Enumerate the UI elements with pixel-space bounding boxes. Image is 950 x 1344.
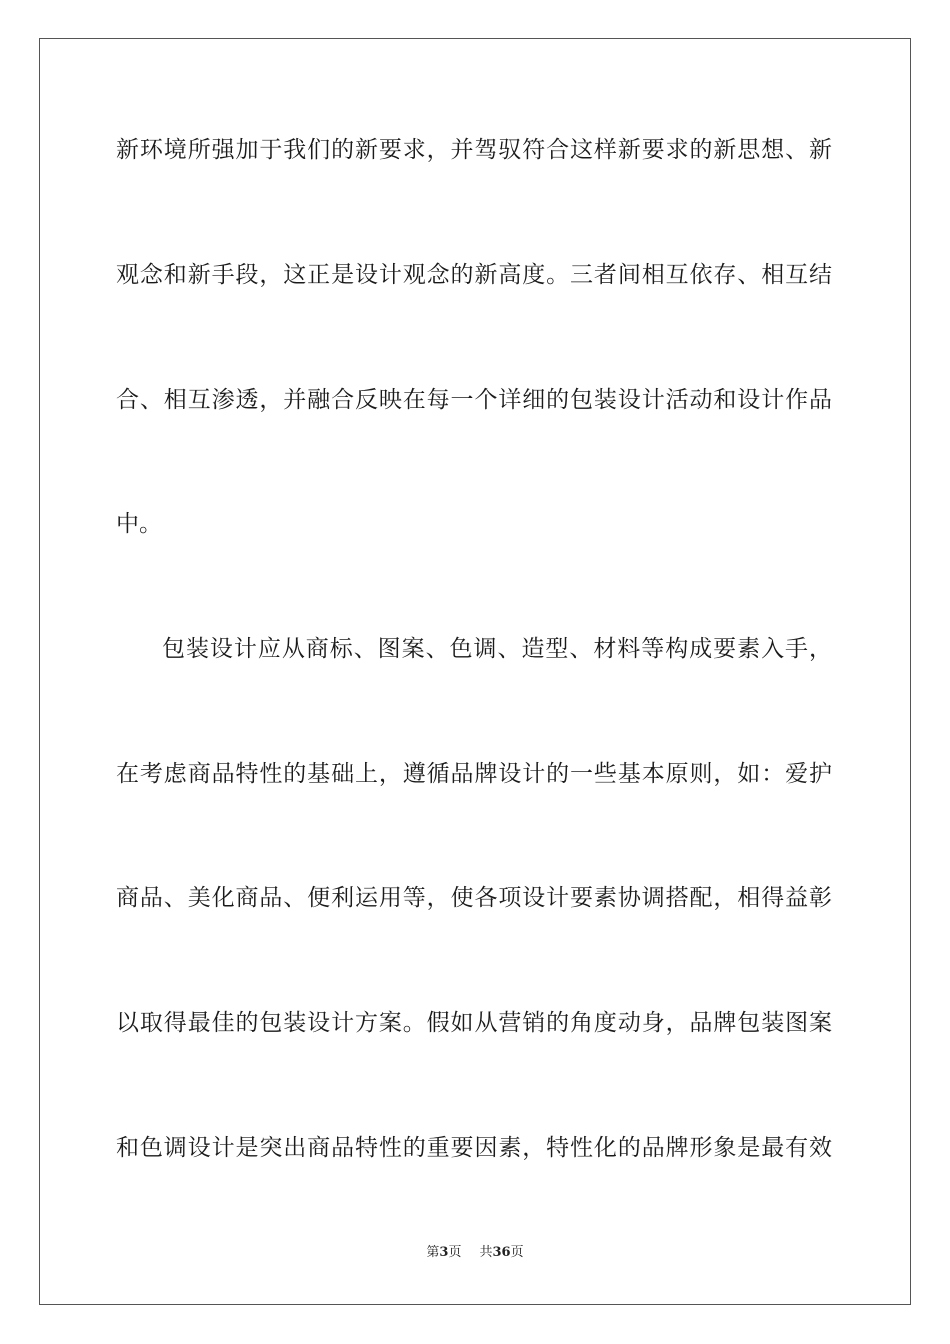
- body-line-2: 观念和新手段，这正是设计观念的新高度。三者间相互依存、相互结: [116, 262, 832, 288]
- total-prefix: 共: [479, 1245, 493, 1260]
- paragraph-2-line-2: 在考虑商品特性的基础上，遵循品牌设计的一些基本原则，如：爱护: [116, 761, 832, 787]
- body-line-1: 新环境所强加于我们的新要求，并驾驭符合这样新要求的新思想、新: [116, 137, 832, 163]
- paragraph-2-line-1: 包装设计应从商标、图案、色调、造型、材料等构成要素入手，: [162, 636, 832, 662]
- body-line-4: 中。: [116, 511, 162, 537]
- page-prefix: 第: [426, 1245, 440, 1260]
- total-page-count: 36: [492, 1245, 511, 1260]
- page-border: [39, 38, 911, 1305]
- page-footer: [0, 1244, 950, 1262]
- paragraph-2-line-4: 以取得最佳的包装设计方案。假如从营销的角度动身，品牌包装图案: [116, 1010, 832, 1036]
- body-line-3: 合、相互渗透，并融合反映在每一个详细的包装设计活动和设计作品: [116, 387, 832, 413]
- page-suffix: 页: [448, 1245, 462, 1260]
- current-page-number: 3: [439, 1245, 449, 1260]
- total-suffix: 页: [510, 1245, 524, 1260]
- paragraph-2-line-5: 和色调设计是突出商品特性的重要因素，特性化的品牌形象是最有效: [116, 1135, 832, 1161]
- paragraph-2-line-3: 商品、美化商品、便利运用等，使各项设计要素协调搭配，相得益彰: [116, 885, 832, 911]
